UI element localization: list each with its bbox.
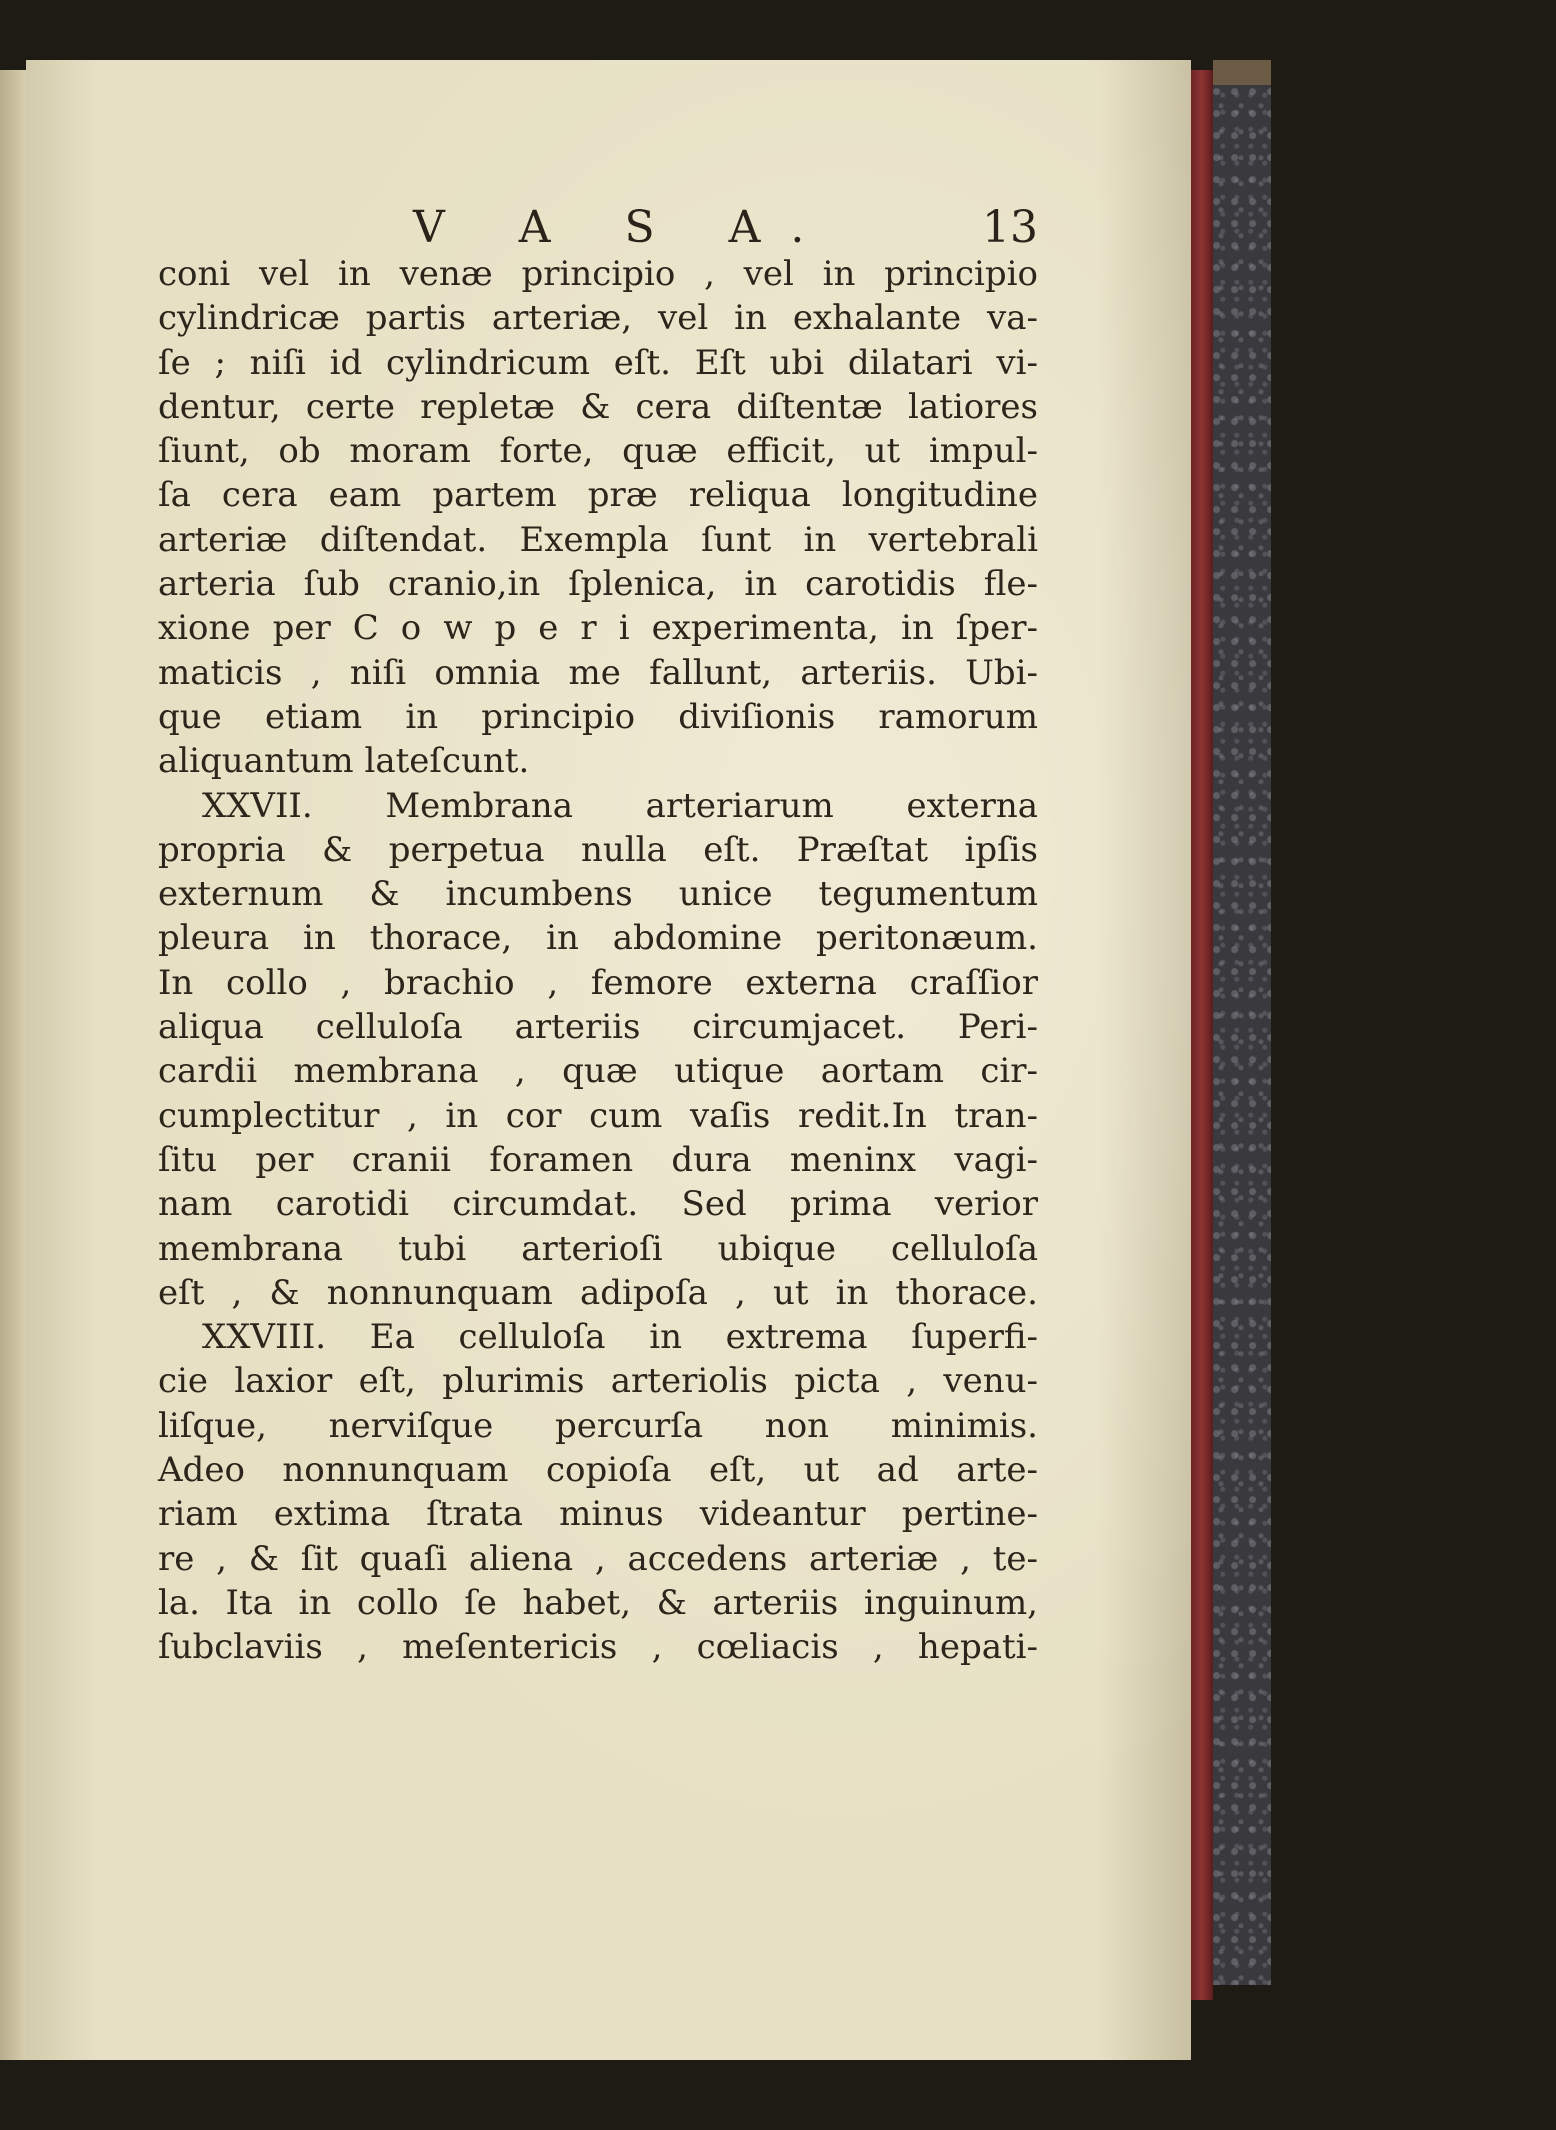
previous-page-edge — [0, 70, 26, 2060]
text-line-7: arteriæ diſtendat. Exempla ſunt in vertebrali — [158, 519, 1038, 560]
text-line-26: cie laxior eſt, plurimis arteriolis picta , venu- — [158, 1361, 1038, 1402]
text-line-28: Adeo nonnunquam copioſa eſt, ut ad arte- — [158, 1450, 1038, 1491]
text-line-6: ſa cera eam partem præ reliqua longitudine — [158, 475, 1038, 516]
text-line-25: XXVIII. Ea celluloſa in extrema ſuperfi- — [202, 1317, 1038, 1358]
text-line-9: xione per C o w p e r i experimenta, in ſper- — [158, 608, 1038, 649]
text-line-21: ſitu per cranii foramen dura meninx vagi- — [158, 1139, 1038, 1180]
text-line-27: liſque, nerviſque percurſa non minimis. — [158, 1405, 1038, 1446]
text-line-31: la. Ita in collo ſe habet, & arteriis inguinum, — [158, 1582, 1038, 1623]
text-line-24: eſt , & nonnunquam adipoſa , ut in thorace. — [158, 1272, 1038, 1313]
text-line-13: XXVII. Membrana arteriarum externa — [202, 785, 1038, 826]
running-title: V A S A. — [413, 202, 835, 253]
body-text — [158, 252, 1038, 1670]
marbled-cover — [1213, 85, 1271, 1985]
text-line-32: ſubclaviis , meſentericis , cœliacis , hepati- — [158, 1627, 1038, 1668]
text-line-5: ſiunt, ob moram forte, quæ efficit, ut impul- — [158, 431, 1038, 472]
text-line-12: aliquantum lateſcunt. — [158, 741, 530, 782]
text-line-17: In collo , brachio , femore externa craſſior — [158, 962, 1038, 1003]
text-line-3: ſe ; niſi id cylindricum eſt. Eſt ubi dilatari vi- — [158, 342, 1038, 383]
page-edge-red — [1191, 70, 1213, 2000]
text-line-16: pleura in thorace, in abdomine peritonæum. — [158, 918, 1038, 959]
text-line-22: nam carotidi circumdat. Sed prima verior — [158, 1184, 1038, 1225]
text-line-11: que etiam in principio diviſionis ramorum — [158, 696, 1038, 737]
text-line-19: cardii membrana , quæ utique aortam cir- — [158, 1051, 1038, 1092]
text-line-14: propria & perpetua nulla eſt. Præſtat ipſis — [158, 829, 1038, 870]
text-line-1: coni vel in venæ principio , vel in principio — [158, 254, 1038, 294]
text-line-23: membrana tubi arterioſi ubique celluloſa — [158, 1228, 1038, 1269]
text-line-29: riam extima ſtrata minus videantur pertine- — [158, 1494, 1038, 1535]
text-line-20: cumplectitur , in cor cum vaſis redit.In tran- — [158, 1095, 1038, 1136]
text-line-18: aliqua celluloſa arteriis circumjacet. Peri- — [158, 1007, 1038, 1048]
text-line-4: dentur, certe repletæ & cera diſtentæ latiores — [158, 386, 1038, 427]
text-line-10: maticis , niſi omnia me fallunt, arteriis. Ubi- — [158, 652, 1038, 693]
text-line-15: externum & incumbens unice tegumentum — [158, 874, 1038, 915]
text-line-30: re , & ſit quaſi aliena , accedens arteriæ , te- — [158, 1538, 1038, 1579]
text-line-2: cylindricæ partis arteriæ, vel in exhalante va- — [158, 298, 1038, 339]
text-line-8: arteria ſub cranio,in ſplenica, in carotidis fle- — [158, 564, 1038, 605]
page-number: 13 — [982, 202, 1038, 253]
